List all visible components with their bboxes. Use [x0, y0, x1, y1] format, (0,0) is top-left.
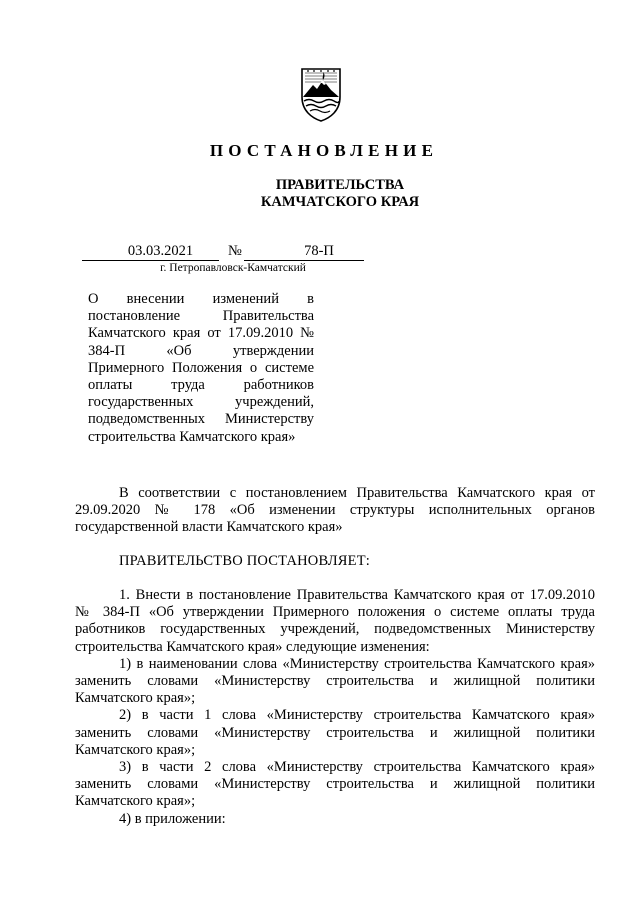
- preamble-text: В соответствии с постановлением Правительства Камчатского края от 29.09.2020 № 178 «Об изменении структуры исполнительных органов государственной власти Камчатского края»: [75, 485, 595, 536]
- document-date: 03.03.2021: [82, 244, 219, 261]
- document-subject: О внесении изменений в постановление Правительства Камчатского края от 17.09.2010 № 384-П «Об утверждении Примерного Положения о системе оплаты труда работников государственных учреждений, подведомственных Министерству строительства Камчатского края»: [88, 291, 314, 445]
- resolution-item: 2) в части 1 слова «Министерству строительства Камчатского края» заменить словами «Министерству строительства и жилищной политики Камчатского края»;: [75, 707, 595, 758]
- resolution-item: 4) в приложении:: [119, 810, 226, 827]
- document-number: 78-П: [244, 244, 364, 261]
- resolution-heading: ПРАВИТЕЛЬСТВО ПОСТАНОВЛЯЕТ:: [119, 553, 371, 569]
- issuing-authority: [0, 177, 640, 211]
- authority-line-2: КАМЧАТСКОГО КРАЯ: [260, 194, 420, 210]
- document-type-title: ПОСТАНОВЛЕНИЕ: [209, 141, 439, 160]
- authority-line-1: ПРАВИТЕЛЬСТВА: [275, 177, 405, 193]
- resolution-item: 3) в части 2 слова «Министерству строительства Камчатского края» заменить словами «Министерству строительства и жилищной политики Камчатского края»;: [75, 759, 595, 810]
- preamble-paragraph: [75, 485, 595, 537]
- resolution-item: 1. Внести в постановление Правительства Камчатского края от 17.09.2010 № 384-П «Об утверждении Примерного положения о системе оплаты труда работников государственных учреждений, подведомственных Министерству строительства Камчатского края» следующие изменения:: [75, 587, 595, 655]
- number-sign: №: [228, 243, 242, 259]
- resolution-item: 1) в наименовании слова «Министерству строительства Камчатского края» заменить словами «Министерству строительства и жилищной политики Камчатского края»;: [75, 655, 595, 707]
- issue-city: г. Петропавловск-Камчатский: [160, 262, 306, 274]
- resolution-items: [75, 587, 595, 828]
- coat-of-arms-icon: [298, 63, 344, 123]
